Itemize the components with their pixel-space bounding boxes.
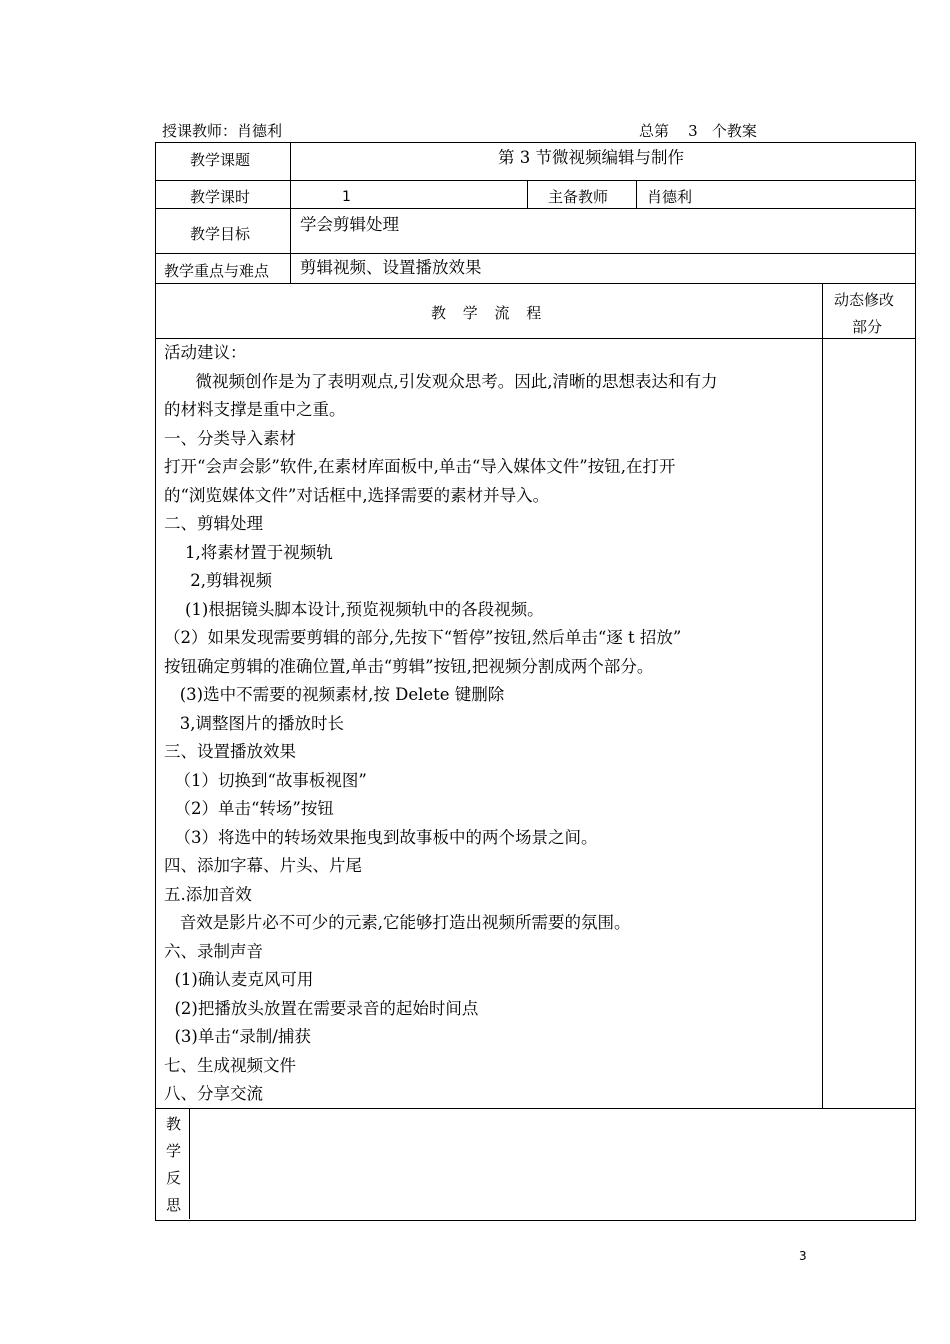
row-divider [155,180,915,181]
content-line: 四、添加字幕、片头、片尾 [164,856,362,875]
dynamic-edit-label: 动态修改 [834,291,895,309]
column-divider [189,1108,190,1219]
column-divider [527,180,528,209]
lead-teacher-value: 肖德利 [647,188,693,206]
content-line: 七、生成视频文件 [164,1056,296,1075]
content-line: 的“浏览媒体文件”对话框中,选择需要的素材并导入。 [164,486,550,505]
content-line: 活动建议： [164,343,247,362]
content-line: 二、剪辑处理 [164,514,263,533]
dynamic-edit-label-2: 部分 [852,318,883,336]
content-line: 1,将素材置于视频轨 [164,543,333,562]
row-divider [155,283,915,284]
reflection-label [166,1111,182,1219]
content-line: 八、分享交流 [164,1084,263,1103]
content-line: 五.添加音效 [164,885,252,904]
content-line: 2,剪辑视频 [164,571,272,590]
focus-label: 教学重点与难点 [164,262,270,280]
reflection-char: 教 [166,1115,182,1133]
goal-label: 教学目标 [190,225,251,243]
content-line: 微视频创作是为了表明观点,引发观众思考。因此,清晰的思想表达和有力 [164,372,718,391]
goal-value: 学会剪辑处理 [300,215,399,234]
topic-value: 第 3 节微视频编辑与制作 [498,148,684,167]
topic-label: 教学课题 [190,151,251,169]
content-line: （2）如果发现需要剪辑的部分,先按下“暂停”按钮,然后单击“逐 t 招放” [164,628,682,647]
reflection-char: 反 [166,1169,182,1187]
content-line: (3)单击“录制/捕获 [164,1027,311,1046]
content-line: (2)把播放头放置在需要录音的起始时间点 [164,999,479,1018]
content-line: 一、分类导入素材 [164,429,296,448]
content-line: 3,调整图片的播放时长 [164,714,344,733]
content-line: (3)选中不需要的视频素材,按 Delete 键删除 [164,685,505,704]
row-divider [155,208,915,209]
row-divider [155,253,915,254]
row-divider [155,338,915,339]
content-line: （2）单击“转场”按钮 [164,799,334,818]
content-line: （1）切换到“故事板视图” [164,771,367,790]
column-divider [636,180,637,209]
content-line: 打开“会声会影”软件,在素材库面板中,单击“导入媒体文件”按钮,在打开 [164,457,676,476]
focus-value: 剪辑视频、设置播放效果 [300,258,482,277]
teacher-header: 授课教师：肖德利 [162,122,283,140]
content-line: 三、设置播放效果 [164,742,296,761]
content-line: (1)根据镜头脚本设计,预览视频轨中的各段视频。 [164,600,544,619]
content-line: 的材料支撑是重中之重。 [164,400,346,419]
lesson-count-header: 总第 3 个教案 [639,122,757,140]
content-line: 按钮确定剪辑的准确位置,单击“剪辑”按钮,把视频分割成两个部分。 [164,657,654,676]
content-line: 音效是影片必不可少的元素,它能够打造出视频所需要的氛围。 [164,913,631,932]
column-divider [822,283,823,1109]
column-divider [290,142,291,284]
reflection-char: 思 [166,1196,182,1214]
reflection-char: 学 [166,1142,182,1160]
hours-value: 1 [342,189,351,205]
content-line: （3）将选中的转场效果拖曳到故事板中的两个场景之间。 [164,828,598,847]
hours-label: 教学课时 [190,188,251,206]
page-number: 3 [799,1249,807,1263]
content-line: 六、录制声音 [164,942,263,961]
row-divider [155,1108,915,1109]
lead-teacher-label: 主备教师 [548,188,609,206]
flow-label: 教 学 流 程 [431,304,542,322]
content-line: (1)确认麦克风可用 [164,970,314,989]
